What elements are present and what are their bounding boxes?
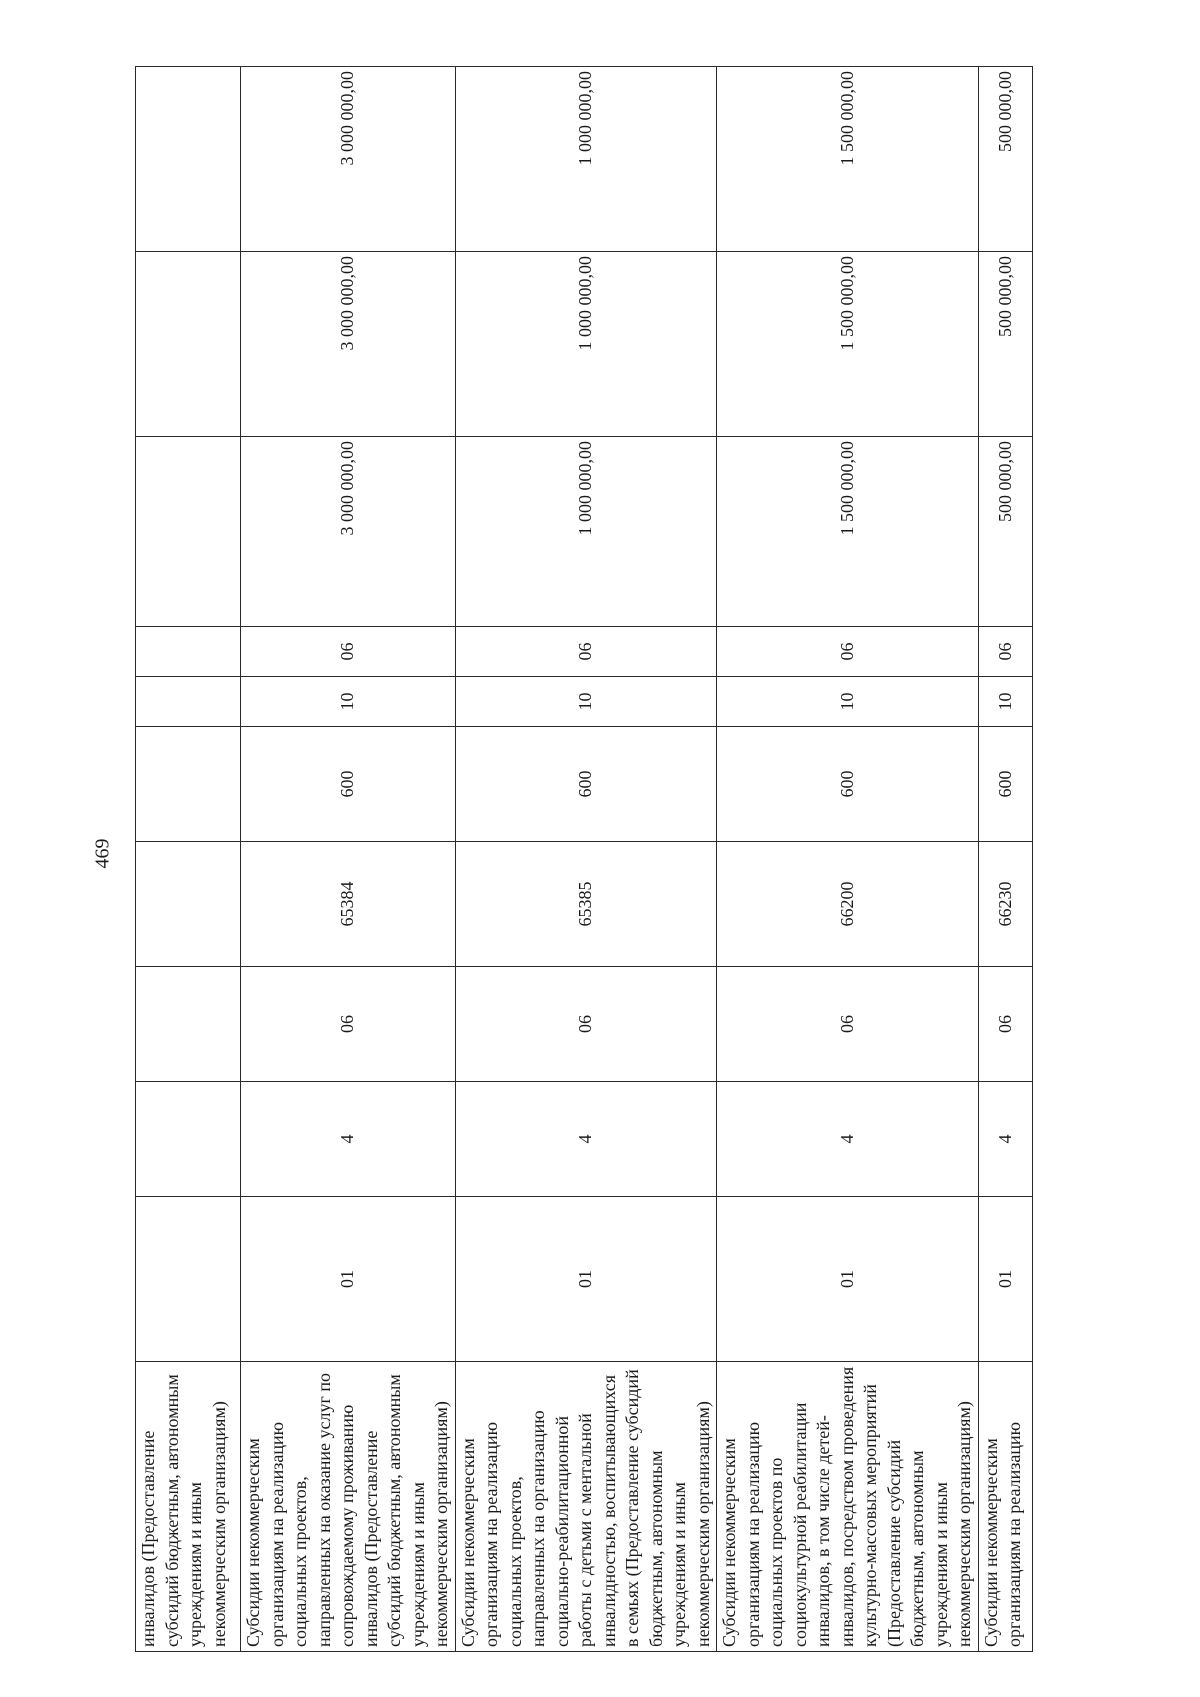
- cell-sum-year-1: 3 000 000,00: [241, 437, 456, 627]
- cell-section: [136, 677, 241, 727]
- cell-sum-year-3: [136, 67, 241, 252]
- table-row: [241, 67, 456, 1652]
- cell-direction: 66200: [717, 842, 979, 967]
- cell-subprogram: 4: [978, 1082, 1032, 1197]
- table-row: [136, 67, 241, 1652]
- cell-sum-year-3: 500 000,00: [978, 67, 1032, 252]
- cell-program: [136, 1197, 241, 1362]
- cell-main-event: 06: [241, 967, 456, 1082]
- cell-section: 10: [455, 677, 717, 727]
- cell-main-event: 06: [455, 967, 717, 1082]
- cell-subprogram: 4: [717, 1082, 979, 1197]
- cell-subprogram: [136, 1082, 241, 1197]
- cell-main-event: 06: [717, 967, 979, 1082]
- cell-direction: 66230: [978, 842, 1032, 967]
- cell-sum-year-2: [136, 252, 241, 437]
- cell-section: 10: [241, 677, 456, 727]
- cell-sum-year-3: 1 500 000,00: [717, 67, 979, 252]
- row-description: инвалидов (Предоставление субсидий бюджетным, автономным учреждениям и иным некоммерческим организациям): [136, 1362, 241, 1652]
- cell-sum-year-1: 1 000 000,00: [455, 437, 717, 627]
- cell-expense-type: 600: [241, 727, 456, 842]
- cell-direction: 65385: [455, 842, 717, 967]
- budget-table: [135, 66, 1033, 1652]
- table-row: [978, 67, 1032, 1652]
- cell-sum-year-1: [136, 437, 241, 627]
- cell-program: 01: [978, 1197, 1032, 1362]
- cell-subsection: [136, 627, 241, 677]
- cell-sum-year-2: 1 500 000,00: [717, 252, 979, 437]
- cell-program: 01: [455, 1197, 717, 1362]
- cell-program: 01: [717, 1197, 979, 1362]
- page-number: 469: [91, 838, 114, 869]
- cell-sum-year-2: 1 000 000,00: [455, 252, 717, 437]
- cell-direction: [136, 842, 241, 967]
- cell-expense-type: [136, 727, 241, 842]
- cell-direction: 65384: [241, 842, 456, 967]
- cell-subsection: 06: [455, 627, 717, 677]
- cell-subprogram: 4: [455, 1082, 717, 1197]
- cell-subsection: 06: [978, 627, 1032, 677]
- rotated-table-container: [135, 67, 1070, 1652]
- cell-sum-year-2: 3 000 000,00: [241, 252, 456, 437]
- cell-program: 01: [241, 1197, 456, 1362]
- cell-sum-year-2: 500 000,00: [978, 252, 1032, 437]
- cell-expense-type: 600: [717, 727, 979, 842]
- cell-subprogram: 4: [241, 1082, 456, 1197]
- table-row: [455, 67, 717, 1652]
- cell-subsection: 06: [717, 627, 979, 677]
- cell-main-event: [136, 967, 241, 1082]
- cell-sum-year-1: 1 500 000,00: [717, 437, 979, 627]
- cell-expense-type: 600: [978, 727, 1032, 842]
- row-description: Субсидии некоммерческим организациям на реализацию социальных проектов, направленных на организацию социально-реабилитационной работы с детьми с ментальной инвалидностью, воспитывающихся в семьях (Предоставление субсидий бюджетным, автономным учреждениям и иным некоммерческим организациям): [455, 1362, 717, 1652]
- row-description: Субсидии некоммерческим организациям на реализацию социальных проектов, направленных на оказание услуг по сопровождаемому проживанию инвалидов (Предоставление субсидий бюджетным, автономным учреждениям и иным некоммерческим организациям): [241, 1362, 456, 1652]
- cell-section: 10: [978, 677, 1032, 727]
- cell-subsection: 06: [241, 627, 456, 677]
- cell-sum-year-3: 1 000 000,00: [455, 67, 717, 252]
- cell-sum-year-1: 500 000,00: [978, 437, 1032, 627]
- cell-section: 10: [717, 677, 979, 727]
- row-description: Субсидии некоммерческим организациям на реализацию социальных проектов по социокультурной реабилитации инвалидов, в том числе детей-инвалидов, посредством проведения культурно-массовых мероприятий (Предоставление субсидий бюджетным, автономным учреждениям и иным некоммерческим организациям): [717, 1362, 979, 1652]
- row-description: Субсидии некоммерческим организациям на реализацию: [978, 1362, 1032, 1652]
- cell-main-event: 06: [978, 967, 1032, 1082]
- cell-expense-type: 600: [455, 727, 717, 842]
- table-row: [717, 67, 979, 1652]
- cell-sum-year-3: 3 000 000,00: [241, 67, 456, 252]
